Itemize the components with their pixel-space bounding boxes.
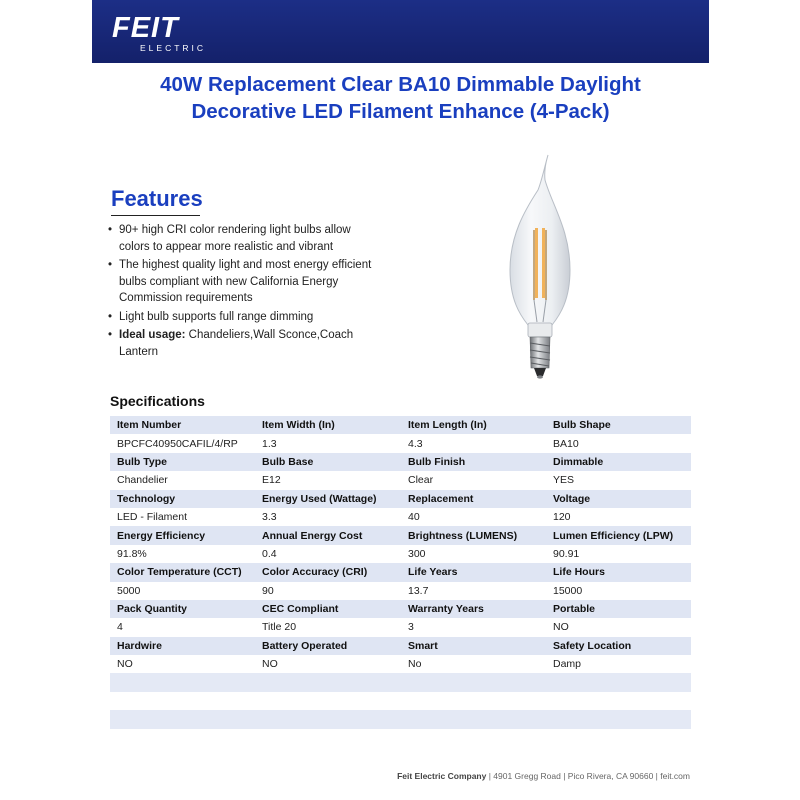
spec-value-row	[110, 618, 691, 636]
spec-value-cell: 120	[546, 508, 691, 526]
spec-header-cell: Lumen Efficiency (LPW)	[546, 526, 691, 544]
spec-value-cell: 90.91	[546, 545, 691, 563]
logo-sub-text: ELECTRIC	[140, 43, 207, 53]
led-bulb-image	[490, 150, 590, 390]
specifications-heading: Specifications	[110, 393, 205, 409]
spec-header-cell: Battery Operated	[255, 637, 401, 655]
spec-value-cell: 13.7	[401, 582, 546, 600]
spec-header-cell: Replacement	[401, 490, 546, 508]
spec-empty-cell	[401, 673, 546, 691]
feit-logo	[112, 13, 212, 53]
spec-value-cell: 15000	[546, 582, 691, 600]
spec-empty-cell	[110, 710, 255, 728]
feature-item	[108, 309, 373, 326]
spec-empty-cell	[401, 692, 546, 710]
spec-empty-cell	[110, 673, 255, 691]
footer	[397, 771, 690, 781]
spec-header-cell: Voltage	[546, 490, 691, 508]
spec-empty-cell	[255, 710, 401, 728]
spec-header-cell: Hardwire	[110, 637, 255, 655]
feature-item	[108, 222, 373, 255]
spec-header-cell: Dimmable	[546, 453, 691, 471]
spec-value-cell: E12	[255, 471, 401, 489]
bullet-icon: •	[108, 310, 113, 323]
spec-header-cell: Safety Location	[546, 637, 691, 655]
spec-header-cell: CEC Compliant	[255, 600, 401, 618]
spec-empty-cell	[255, 692, 401, 710]
spec-value-row	[110, 508, 691, 526]
spec-value-cell: NO	[255, 655, 401, 673]
item-number-link[interactable]: BPCFC40950CAFIL/4/RP	[110, 434, 255, 452]
spec-header-cell: Life Hours	[546, 563, 691, 581]
spec-header-cell: Life Years	[401, 563, 546, 581]
features-heading: Features	[111, 186, 203, 211]
spec-header-cell: Technology	[110, 490, 255, 508]
spec-value-cell: No	[401, 655, 546, 673]
spec-header-cell: Warranty Years	[401, 600, 546, 618]
spec-empty-row	[110, 692, 691, 710]
spec-header-cell: Bulb Base	[255, 453, 401, 471]
spec-value-cell: Title 20	[255, 618, 401, 636]
spec-value-row	[110, 582, 691, 600]
spec-header-row	[110, 526, 691, 544]
product-title-line2: Decorative LED Filament Enhance (4-Pack)	[191, 100, 610, 123]
feature-item	[108, 327, 373, 360]
spec-value-cell: 40	[401, 508, 546, 526]
spec-header-cell: Annual Energy Cost	[255, 526, 401, 544]
spec-header-cell: Color Temperature (CCT)	[110, 563, 255, 581]
spec-value-cell: YES	[546, 471, 691, 489]
spec-header-row	[110, 490, 691, 508]
spec-header-cell: Item Width (In)	[255, 416, 401, 434]
footer-company: Feit Electric Company	[397, 771, 487, 781]
features-list	[108, 222, 373, 362]
spec-value-row	[110, 545, 691, 563]
spec-value-cell: 3.3	[255, 508, 401, 526]
spec-value-cell: NO	[546, 618, 691, 636]
spec-header-cell: Portable	[546, 600, 691, 618]
spec-value-cell: Damp	[546, 655, 691, 673]
spec-empty-cell	[546, 692, 691, 710]
spec-header-cell: Bulb Shape	[546, 416, 691, 434]
feature-text: Chandeliers,Wall Sconce,Coach Lantern	[119, 329, 354, 358]
spec-value-cell: 1.3	[255, 434, 401, 452]
product-title	[92, 71, 709, 125]
spec-value-row	[110, 655, 691, 673]
spec-header-cell: Bulb Finish	[401, 453, 546, 471]
spec-value-cell: 4.3	[401, 434, 546, 452]
spec-header-row	[110, 637, 691, 655]
bullet-icon: •	[108, 329, 113, 341]
spec-value-cell: BA10	[546, 434, 691, 452]
spec-header-cell: Pack Quantity	[110, 600, 255, 618]
spec-value-cell: 4	[110, 618, 255, 636]
spec-empty-cell	[546, 673, 691, 691]
spec-value-cell: 300	[401, 545, 546, 563]
spec-value-row	[110, 434, 691, 452]
bullet-icon: •	[108, 259, 113, 271]
spec-empty-row	[110, 710, 691, 728]
spec-empty-cell	[401, 710, 546, 728]
spec-value-cell: 5000	[110, 582, 255, 600]
spec-value-cell: 90	[255, 582, 401, 600]
spec-header-row	[110, 563, 691, 581]
spec-header-cell: Energy Used (Wattage)	[255, 490, 401, 508]
feature-text: 90+ high CRI color rendering light bulbs allow colors to appear more realistic and vibrant	[119, 224, 351, 253]
spec-header-cell: Brightness (LUMENS)	[401, 526, 546, 544]
spec-value-cell: Chandelier	[110, 471, 255, 489]
product-title-line1: 40W Replacement Clear BA10 Dimmable Daylight	[160, 73, 641, 96]
spec-header-cell: Bulb Type	[110, 453, 255, 471]
spec-value-cell: NO	[110, 655, 255, 673]
specifications-table	[110, 416, 691, 729]
header-banner	[92, 0, 709, 63]
logo-main-text: FEIT	[112, 12, 179, 44]
spec-value-cell: Clear	[401, 471, 546, 489]
spec-header-row	[110, 416, 691, 434]
footer-website-link[interactable]: feit.com	[660, 771, 690, 781]
spec-header-cell: Item Length (In)	[401, 416, 546, 434]
spec-empty-cell	[546, 710, 691, 728]
spec-header-row	[110, 600, 691, 618]
spec-value-cell: 91.8%	[110, 545, 255, 563]
feature-label: Ideal usage:	[119, 329, 186, 341]
footer-address: | 4901 Gregg Road | Pico Rivera, CA 90660 |	[486, 771, 661, 781]
spec-value-row	[110, 471, 691, 489]
feature-text: Light bulb supports full range dimming	[119, 310, 314, 323]
spec-empty-row	[110, 673, 691, 691]
spec-empty-cell	[110, 692, 255, 710]
spec-header-cell: Energy Efficiency	[110, 526, 255, 544]
feature-text: The highest quality light and most energy efficient bulbs compliant with new California Energy Commission requirements	[119, 259, 372, 304]
spec-header-row	[110, 453, 691, 471]
spec-header-cell: Item Number	[110, 416, 255, 434]
spec-value-cell: 0.4	[255, 545, 401, 563]
spec-value-cell: 3	[401, 618, 546, 636]
spec-header-cell: Color Accuracy (CRI)	[255, 563, 401, 581]
spec-value-cell: LED - Filament	[110, 508, 255, 526]
features-divider	[111, 215, 200, 216]
spec-empty-cell	[255, 673, 401, 691]
bullet-icon: •	[108, 224, 113, 236]
feature-item	[108, 257, 373, 307]
spec-header-cell: Smart	[401, 637, 546, 655]
